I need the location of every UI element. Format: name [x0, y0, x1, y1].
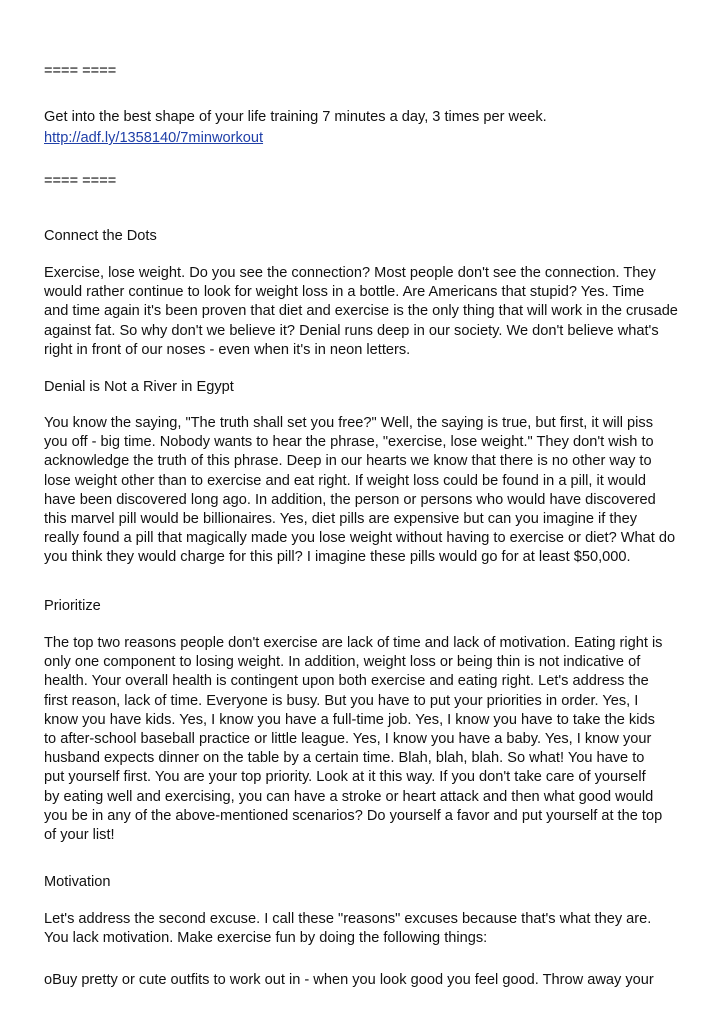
paragraph-line: have been discovered long ago. In addition, the person or persons who would have discovered: [44, 491, 656, 508]
paragraph-line: Exercise, lose weight. Do you see the connection? Most people don't see the connection. They: [44, 265, 656, 281]
paragraph-line: would rather continue to look for weight loss in a bottle. Are Americans that stupid? Yes. Time: [44, 284, 645, 301]
paragraph-line: health. Your overall health is contingent upon both exercise and eating right. Let's address the: [44, 673, 649, 690]
promo-link[interactable]: http://adf.ly/1358140/7minworkout: [44, 130, 264, 146]
section-heading: Denial is Not a River in Egypt: [44, 379, 234, 395]
promo-text: Get into the best shape of your life training 7 minutes a day, 3 times per week.: [44, 109, 547, 125]
paragraph-line: and time again it's been proven that diet and exercise is the only thing that will work in the crusade: [44, 303, 678, 320]
paragraph-line: You know the saying, "The truth shall set you free?" Well, the saying is true, but first, it will piss: [44, 415, 653, 431]
paragraph-line: acknowledge the truth of this phrase. Deep in our hearts we know that there is no other way to: [44, 453, 652, 470]
separator-top: ==== ====: [44, 63, 117, 79]
paragraph-line: husband expects dinner on the table by a certain time. Blah, blah, blah. So what! You have to: [44, 750, 645, 767]
section-heading: Connect the Dots: [44, 228, 157, 244]
paragraph-line: of your list!: [44, 827, 115, 844]
separator-bottom: ==== ====: [44, 173, 117, 189]
paragraph-line: really found a pill that magically made you lose weight without having to exercise or diet? What do: [44, 530, 676, 547]
paragraph-line: know you have kids. Yes, I know you have a full-time job. Yes, I know you have to take the kids: [44, 711, 655, 728]
bullet-line: oBuy pretty or cute outfits to work out in - when you look good you feel good. Throw away your: [44, 972, 654, 988]
promo-link-wrap: [44, 129, 694, 148]
section-paragraph: [44, 910, 694, 948]
section-heading: Motivation: [44, 874, 111, 890]
paragraph-line: you think they would charge for this pill? I imagine these pills would go for at least $50,000.: [44, 549, 631, 566]
paragraph-line: by eating well and exercising, you can have a stroke or heart attack and then what good would: [44, 788, 654, 805]
section-paragraph: [44, 414, 694, 568]
section-paragraph: [44, 634, 694, 845]
paragraph-line: to after-school baseball practice or little league. Yes, I know you have a baby. Yes, I know your: [44, 731, 652, 748]
section-heading: Prioritize: [44, 598, 101, 614]
paragraph-line: only one component to losing weight. In addition, weight loss or being thin is not indicative of: [44, 654, 641, 671]
paragraph-line: first reason, lack of time. Everyone is busy. But you have to put your priorities in order. Yes, I: [44, 692, 639, 709]
paragraph-line: lose weight other than to exercise and eat right. If weight loss could be found in a pill, it would: [44, 472, 646, 489]
paragraph-line: you be in any of the above-mentioned scenarios? Do yourself a favor and put yourself at the top: [44, 807, 663, 824]
paragraph-line: The top two reasons people don't exercise are lack of time and lack of motivation. Eating right is: [44, 635, 663, 651]
paragraph-line: You lack motivation. Make exercise fun by doing the following things:: [44, 930, 488, 947]
paragraph-line: against fat. So why don't we believe it? Denial runs deep in our society. We don't believe what's: [44, 322, 659, 339]
section-paragraph: [44, 264, 694, 360]
paragraph-line: Let's address the second excuse. I call these "reasons" excuses because that's what they are.: [44, 911, 652, 927]
paragraph-line: right in front of our noses - even when it's in neon letters.: [44, 341, 411, 358]
paragraph-line: you off - big time. Nobody wants to hear the phrase, "exercise, lose weight." They don't wish to: [44, 434, 654, 451]
paragraph-line: put yourself first. You are your top priority. Look at it this way. If you don't take care of yourself: [44, 769, 646, 786]
paragraph-line: this marvel pill would be billionaires. Yes, diet pills are expensive but can you imagine if they: [44, 511, 637, 528]
